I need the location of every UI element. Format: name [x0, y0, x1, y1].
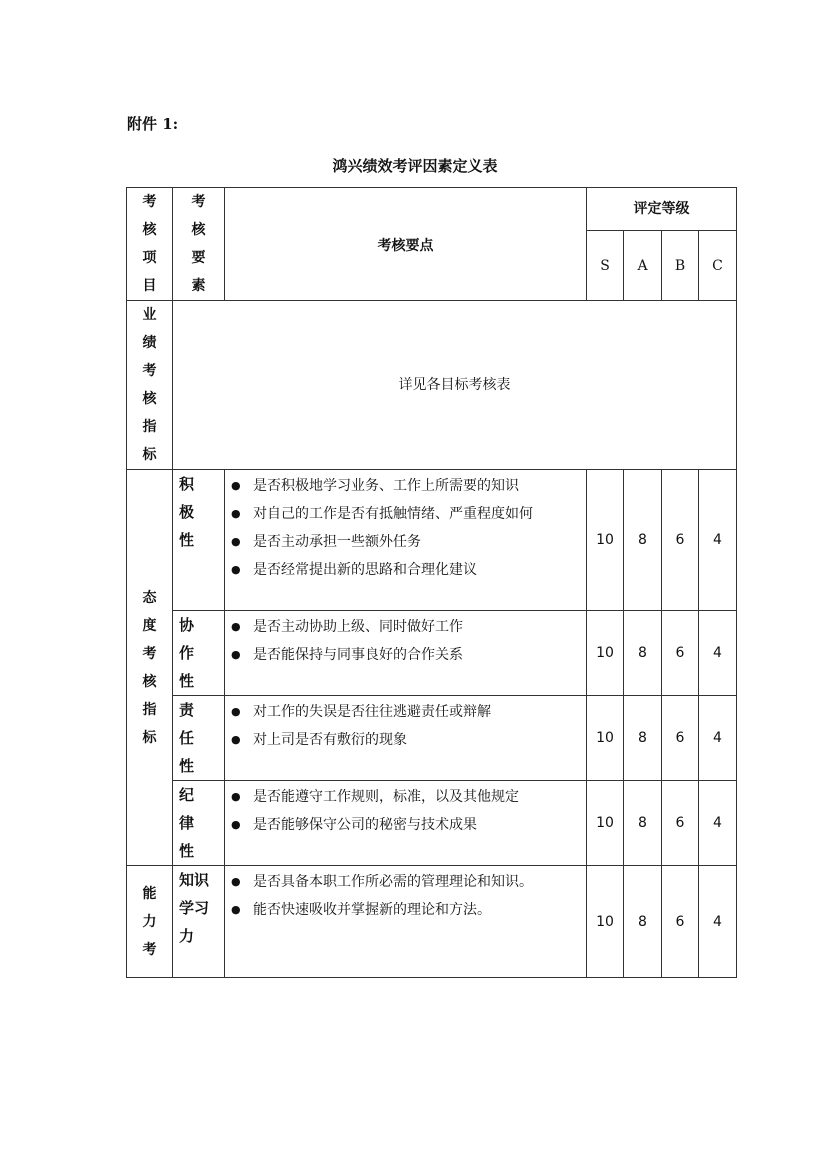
point-text: 是否积极地学习业务、工作上所需要的知识: [253, 478, 519, 494]
ability-factor-row: [127, 866, 737, 978]
header-row: [127, 188, 737, 231]
factor-line: 学习: [179, 899, 210, 917]
performance-char: 绩: [142, 335, 157, 351]
bullet-icon: ●: [231, 535, 241, 548]
point-item: [231, 528, 580, 556]
factor-char: 积: [179, 475, 195, 493]
factor-name-cell: [173, 781, 225, 866]
performance-row: [127, 301, 737, 470]
score-a: 8: [624, 781, 662, 866]
ability-char: 力: [142, 913, 157, 930]
point-text: 对工作的失误是否往往逃避责任或辩解: [253, 704, 491, 720]
bullet-icon: ●: [231, 507, 241, 520]
ability-project-cell: [127, 866, 173, 978]
point-text: 是否主动协助上级、同时做好工作: [253, 619, 463, 635]
factor-char: 性: [179, 757, 195, 775]
point-item: [231, 726, 580, 754]
bullet-icon: ●: [231, 648, 241, 661]
attitude-factor-row: [127, 696, 737, 781]
header-element-char: 考: [191, 194, 206, 210]
factor-char: 极: [179, 503, 195, 521]
point-item: [231, 556, 580, 584]
score-a: 8: [624, 611, 662, 696]
header-project-char: 核: [142, 222, 157, 238]
factor-line: 力: [179, 927, 195, 945]
score-s: 10: [587, 696, 624, 781]
point-item: [231, 783, 580, 811]
factor-char: 作: [179, 644, 195, 662]
header-project-char: 目: [142, 278, 157, 294]
score-c: 4: [699, 611, 737, 696]
factor-char: 协: [179, 616, 195, 634]
factor-name-cell: [173, 696, 225, 781]
ability-char: 能: [142, 885, 157, 902]
factor-points: [225, 696, 587, 781]
score-b: 6: [662, 866, 699, 978]
attitude-char: 态: [142, 589, 157, 606]
score-a: 8: [624, 696, 662, 781]
header-element-char: 要: [191, 250, 206, 266]
point-text: 是否能够保守公司的秘密与技术成果: [253, 817, 477, 833]
grade-s: S: [587, 231, 624, 301]
header-points: 考核要点: [225, 188, 587, 301]
attitude-char: 标: [142, 729, 157, 746]
bullet-icon: ●: [231, 620, 241, 633]
point-text: 能否快速吸收并掌握新的理论和方法。: [253, 902, 491, 918]
factor-points: [225, 866, 587, 978]
performance-note: 详见各目标考核表: [173, 301, 737, 470]
point-text: 对自己的工作是否有抵触情绪、严重程度如何: [253, 506, 533, 522]
performance-char: 标: [142, 447, 157, 463]
point-item: [231, 613, 580, 641]
point-text: 是否能保持与同事良好的合作关系: [253, 647, 463, 663]
factor-char: 律: [179, 814, 195, 832]
point-text: 是否主动承担一些额外任务: [253, 534, 421, 550]
factor-points: [225, 781, 587, 866]
header-element-cell: [173, 188, 225, 301]
attachment-label: 附件 1:: [127, 115, 179, 133]
attitude-project-cell: [127, 470, 173, 866]
attitude-factor-row: [127, 781, 737, 866]
score-a: 8: [624, 866, 662, 978]
header-project-char: 项: [142, 250, 157, 266]
point-text: 是否具备本职工作所必需的管理理论和知识。: [253, 874, 533, 890]
point-item: [231, 811, 580, 839]
performance-char: 指: [142, 419, 157, 435]
attitude-char: 度: [142, 617, 157, 634]
score-c: 4: [699, 696, 737, 781]
evaluation-table: [126, 187, 737, 978]
bullet-icon: ●: [231, 790, 241, 803]
score-c: 4: [699, 781, 737, 866]
bullet-icon: ●: [231, 875, 241, 888]
point-text: 是否经常提出新的思路和合理化建议: [253, 562, 477, 578]
score-c: 4: [699, 470, 737, 611]
factor-points: [225, 611, 587, 696]
point-item: [231, 500, 580, 528]
factor-name-cell: [173, 470, 225, 611]
factor-name-cell: [173, 611, 225, 696]
score-s: 10: [587, 866, 624, 978]
header-grade: 评定等级: [587, 188, 737, 231]
performance-char: 考: [142, 363, 157, 379]
header-element-char: 核: [191, 222, 206, 238]
score-s: 10: [587, 611, 624, 696]
bullet-icon: ●: [231, 818, 241, 831]
ability-char: 考: [142, 941, 157, 958]
attitude-char: 核: [142, 673, 157, 690]
point-item: [231, 868, 580, 896]
factor-line: 知识: [179, 871, 210, 889]
header-element-char: 素: [191, 278, 206, 294]
point-text: 对上司是否有敷衍的现象: [253, 732, 407, 748]
point-item: [231, 641, 580, 669]
header-project-char: 考: [142, 194, 157, 210]
score-b: 6: [662, 781, 699, 866]
attitude-factor-row: [127, 470, 737, 611]
factor-char: 任: [179, 729, 195, 747]
bullet-icon: ●: [231, 479, 241, 492]
score-b: 6: [662, 696, 699, 781]
bullet-icon: ●: [231, 733, 241, 746]
score-b: 6: [662, 611, 699, 696]
attitude-char: 考: [142, 645, 157, 662]
grade-c: C: [699, 231, 737, 301]
factor-char: 责: [179, 701, 195, 719]
performance-char: 业: [142, 307, 157, 323]
point-item: [231, 698, 580, 726]
attitude-char: 指: [142, 701, 157, 718]
factor-char: 纪: [179, 786, 195, 804]
grade-a: A: [624, 231, 662, 301]
score-s: 10: [587, 470, 624, 611]
grade-b: B: [662, 231, 699, 301]
score-b: 6: [662, 470, 699, 611]
header-project-cell: [127, 188, 173, 301]
factor-name-cell: [173, 866, 225, 978]
performance-project-cell: [127, 301, 173, 470]
attitude-factor-row: [127, 611, 737, 696]
factor-points: [225, 470, 587, 611]
factor-char: 性: [179, 531, 195, 549]
page-title: 鸿兴绩效考评因素定义表: [332, 157, 498, 175]
point-item: [231, 472, 580, 500]
score-c: 4: [699, 866, 737, 978]
point-item: [231, 896, 580, 924]
bullet-icon: ●: [231, 563, 241, 576]
factor-char: 性: [179, 842, 195, 860]
performance-char: 核: [142, 391, 157, 407]
factor-char: 性: [179, 672, 195, 690]
score-s: 10: [587, 781, 624, 866]
point-text: 是否能遵守工作规则，标准，以及其他规定: [253, 789, 519, 805]
bullet-icon: ●: [231, 705, 241, 718]
score-a: 8: [624, 470, 662, 611]
bullet-icon: ●: [231, 903, 241, 916]
